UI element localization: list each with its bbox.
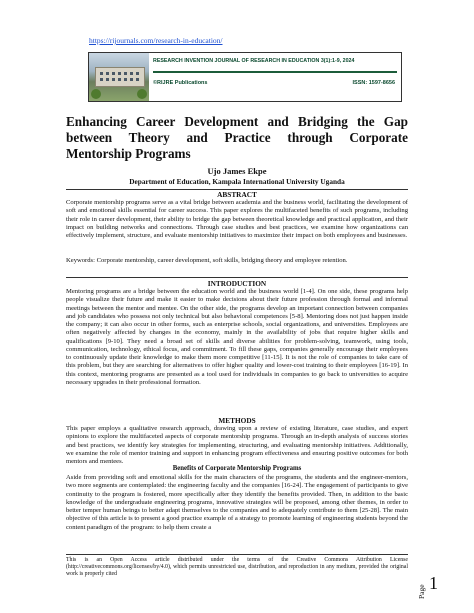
journal-banner xyxy=(88,52,402,102)
publisher-label: ©RIJRE Publications xyxy=(153,80,208,86)
issn-label: ISSN: 1597-8656 xyxy=(352,80,395,86)
methods-text: This paper employs a qualitative research approach, drawing upon a review of existing literature, case studies, and expert opinions to explore the multifaceted aspects of corporate mentorship programs. Through an in-depth analysis of success stories and best practices, we identify key strategies for implementing, structuring, and evaluating mentorship initiatives. Additionally, we examine the role of mentor training and support in enhancing program effectiveness and ensuring positive outcomes for both mentors and mentees. xyxy=(66,425,408,465)
abstract-heading: ABSTRACT xyxy=(217,190,257,199)
banner-divider xyxy=(153,71,397,73)
banner-text xyxy=(153,53,397,101)
page-number: 1 xyxy=(429,573,438,593)
building-shape xyxy=(95,67,145,87)
journal-name: RESEARCH INVENTION JOURNAL OF RESEARCH IN EDUCATION 3(1):1-9, 2024 xyxy=(153,58,355,64)
license-footer: This is an Open Access article distributed under the terms of the Creative Commons Attribution License (http://creativecommons.org/licenses/by/4.0), which permits unrestricted use, distribution, and reproduction in any medium, provided the original work is properly cited xyxy=(66,557,408,577)
introduction-text: Mentoring programs are a bridge between the education world and the business world [1-4]. On one side, these programs help people visualize their future and make it easier to make decisions about their future profession through formal and informal meetings between the mentor and mentee. On the other side, the programs develop an important connection between companies and job candidates who possess not only technical but also behavioral competences [5-8]. Mentoring does not just happen inside the company; it can also occur in other forms, such as enterprise schools, social organizations, and universities. Employees are often negatively affected by changes in the economy, mainly in the availability of jobs that require higher skills and qualifications [9-10]. They need a broad set of skills and diverse abilities for problem-solving, teamwork, using tools, communication, technology, ethical focus, and commitment. To fill these gaps, companies generally encourage their employees to continuously update their knowledge to make them more competitive [11-15]. It is not the role of companies to take care of this problem, but they are searching for alternatives to offer higher quality and lower-cost training to their employees [16-19]. In this context, mentoring programs are presented as a tool used for individuals in companies to go back to universities to acquire necessary upgrades in their professional formation. xyxy=(66,288,408,386)
benefits-text: Aside from providing soft and emotional skills for the main characters of the programs, the students and the engineer-mentors, two more segments are contemplated: the engineering faculty and the companies [16-24]. The engagement of participants to give continuity to the program is fostered, more specifically after they identify the benefits provided. Then, in addition to the basic knowledge of the undergraduate engineering programs, innovative strategies will be proposed, among other themes, in order to better temper human beings to better adapt themselves to the companies and to adequately contribute to them [25-28]. The main objective of this article is to present a good practice example of a strategy to promote learning of engineering students beyond the content paradigm of the program: to help them create a xyxy=(66,474,408,531)
divider xyxy=(66,277,408,278)
page-word: Page xyxy=(417,584,426,599)
footer-divider xyxy=(66,554,408,555)
author-affiliation: Department of Education, Kampala International University Uganda xyxy=(129,177,345,186)
benefits-heading: Benefits of Corporate Mentorship Programs xyxy=(172,465,302,472)
methods-heading: METHODS xyxy=(218,416,256,425)
tree-shape xyxy=(137,89,147,99)
introduction-heading: INTRODUCTION xyxy=(207,279,267,288)
abstract-text: Corporate mentorship programs serve as a vital bridge between academia and the business world, facilitating the development of soft and emotional skills essential for career success. This paper explores the multifaceted benefits of such programs, including their role in career development, their ability to bridge the gap between theoretical knowledge and practical application, and their impact on building networks and connections. Through case studies and best practices, we examine how organizations can effectively implement, structure, and evaluate mentorship initiatives to maximize their impact on both employees and businesses. xyxy=(66,199,408,239)
campus-photo xyxy=(89,53,149,101)
author-name: Ujo James Ekpe xyxy=(207,166,267,176)
page-number-label xyxy=(417,575,457,605)
paper-title: Enhancing Career Development and Bridging the Gap between Theory and Practice through Corporate Mentorship Programs xyxy=(66,114,408,161)
journal-url-link[interactable]: https://rijournals.com/research-in-education/ xyxy=(89,36,223,45)
keywords-text: Keywords: Corporate mentorship, career development, soft skills, bridging theory and employee retention. xyxy=(66,257,348,264)
tree-shape xyxy=(91,89,101,99)
